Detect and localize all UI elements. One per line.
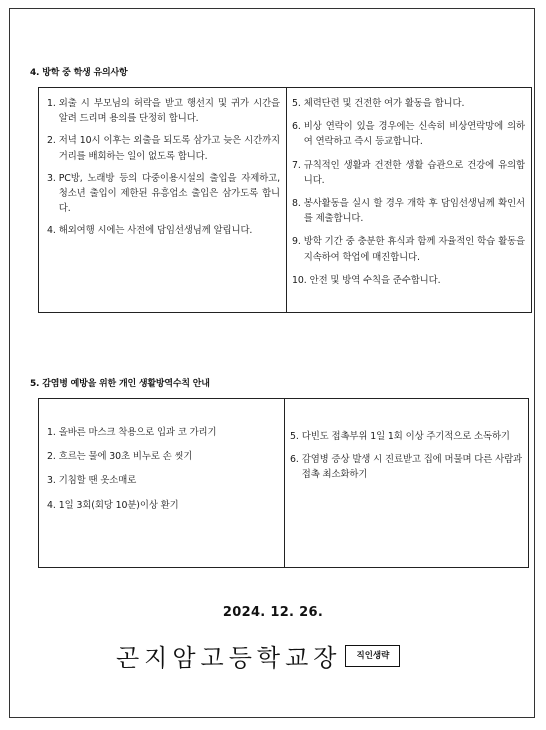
item-number: 9.	[292, 236, 301, 248]
item-text: 방학 기간 중 충분한 휴식과 함께 자율적인 학습 활동을 지속하여 학업에 매진합니다.	[303, 236, 525, 263]
item-text: 다빈도 접촉부위 1일 1회 이상 주기적으로 소독하기	[301, 431, 510, 442]
item-number: 6.	[292, 121, 301, 133]
item-text: 흐르는 물에 30초 비누로 손 씻기	[58, 451, 193, 463]
list-item	[292, 119, 525, 149]
item-text: 비상 연락이 있을 경우에는 신속히 비상연락망에 의하여 연락하고 즉시 등교합니다.	[303, 121, 525, 148]
list-item	[47, 96, 280, 126]
item-text: 외출 시 부모님의 허락을 받고 행선지 및 귀가 시간을 알려 드리며 용의를 단정히 합니다.	[58, 98, 280, 125]
list-item	[290, 429, 522, 444]
section-title-infection-prevention: 5. 감염병 예방을 위한 개인 생활방역수칙 안내	[30, 379, 210, 389]
section-title-student-notes: 4. 방학 중 학생 유의사항	[30, 68, 128, 78]
list-item	[292, 234, 525, 264]
item-text: PC방, 노래방 등의 다중이용시설의 출입을 자제하고, 청소년 출입이 제한된 유흥업소 출입은 삼가도록 합니다.	[58, 172, 280, 215]
item-text: 1일 3회(회당 10분)이상 환기	[58, 499, 179, 511]
item-number: 4.	[47, 225, 56, 237]
item-number: 7.	[292, 159, 301, 171]
item-number: 2.	[47, 135, 56, 147]
item-number: 5.	[292, 98, 301, 109]
item-text: 규칙적인 생활과 건전한 생활 습관으로 건강에 유의합니다.	[303, 159, 525, 186]
list-item	[292, 96, 525, 111]
issuer-name: 곤지암고등학교장	[116, 644, 342, 672]
list-item	[47, 223, 280, 238]
item-text: 해외여행 시에는 사전에 담임선생님께 알립니다.	[58, 225, 253, 237]
list-item	[47, 171, 280, 217]
infection-prevention-left-column	[39, 399, 285, 567]
item-text: 감염병 증상 발생 시 진료받고 집에 머물며 다른 사람과 접촉 최소화하기	[301, 454, 522, 481]
item-number: 10.	[292, 274, 307, 286]
item-text: 체력단련 및 건전한 여가 활동을 합니다.	[303, 98, 465, 109]
seal-omitted-box: 직인생략	[345, 645, 400, 667]
student-notes-left-column	[39, 88, 287, 312]
item-number: 1.	[47, 427, 56, 438]
list-item	[290, 452, 522, 482]
item-text: 기침할 땐 옷소매로	[58, 475, 137, 487]
item-number: 4.	[47, 499, 56, 511]
list-item	[47, 449, 278, 464]
signature-line	[116, 638, 400, 673]
list-item	[292, 158, 525, 188]
item-number: 1.	[47, 98, 56, 109]
list-item	[47, 133, 280, 163]
item-number: 5.	[290, 431, 299, 442]
list-item	[292, 273, 525, 288]
item-number: 3.	[47, 172, 56, 184]
issue-date: 2024. 12. 26.	[222, 605, 324, 620]
student-notes-box	[38, 87, 532, 313]
item-text: 올바른 마스크 착용으로 입과 코 가리기	[58, 427, 217, 438]
item-number: 2.	[47, 451, 56, 463]
list-item	[292, 196, 525, 226]
list-item	[47, 425, 278, 440]
item-text: 저녁 10시 이후는 외출을 되도록 삼가고 늦은 시간까지 거리를 배회하는 일이 없도록 합니다.	[58, 135, 280, 162]
student-notes-right-column	[287, 88, 531, 312]
item-text: 봉사활동을 실시 할 경우 개학 후 담임선생님께 확인서를 제출합니다.	[303, 198, 525, 225]
list-item	[47, 473, 278, 488]
item-number: 6.	[290, 454, 299, 466]
item-number: 8.	[292, 198, 301, 210]
infection-prevention-box	[38, 398, 529, 568]
infection-prevention-right-column	[285, 399, 528, 567]
item-text: 안전 및 방역 수칙을 준수합니다.	[309, 274, 441, 286]
list-item	[47, 498, 278, 513]
item-number: 3.	[47, 475, 56, 487]
